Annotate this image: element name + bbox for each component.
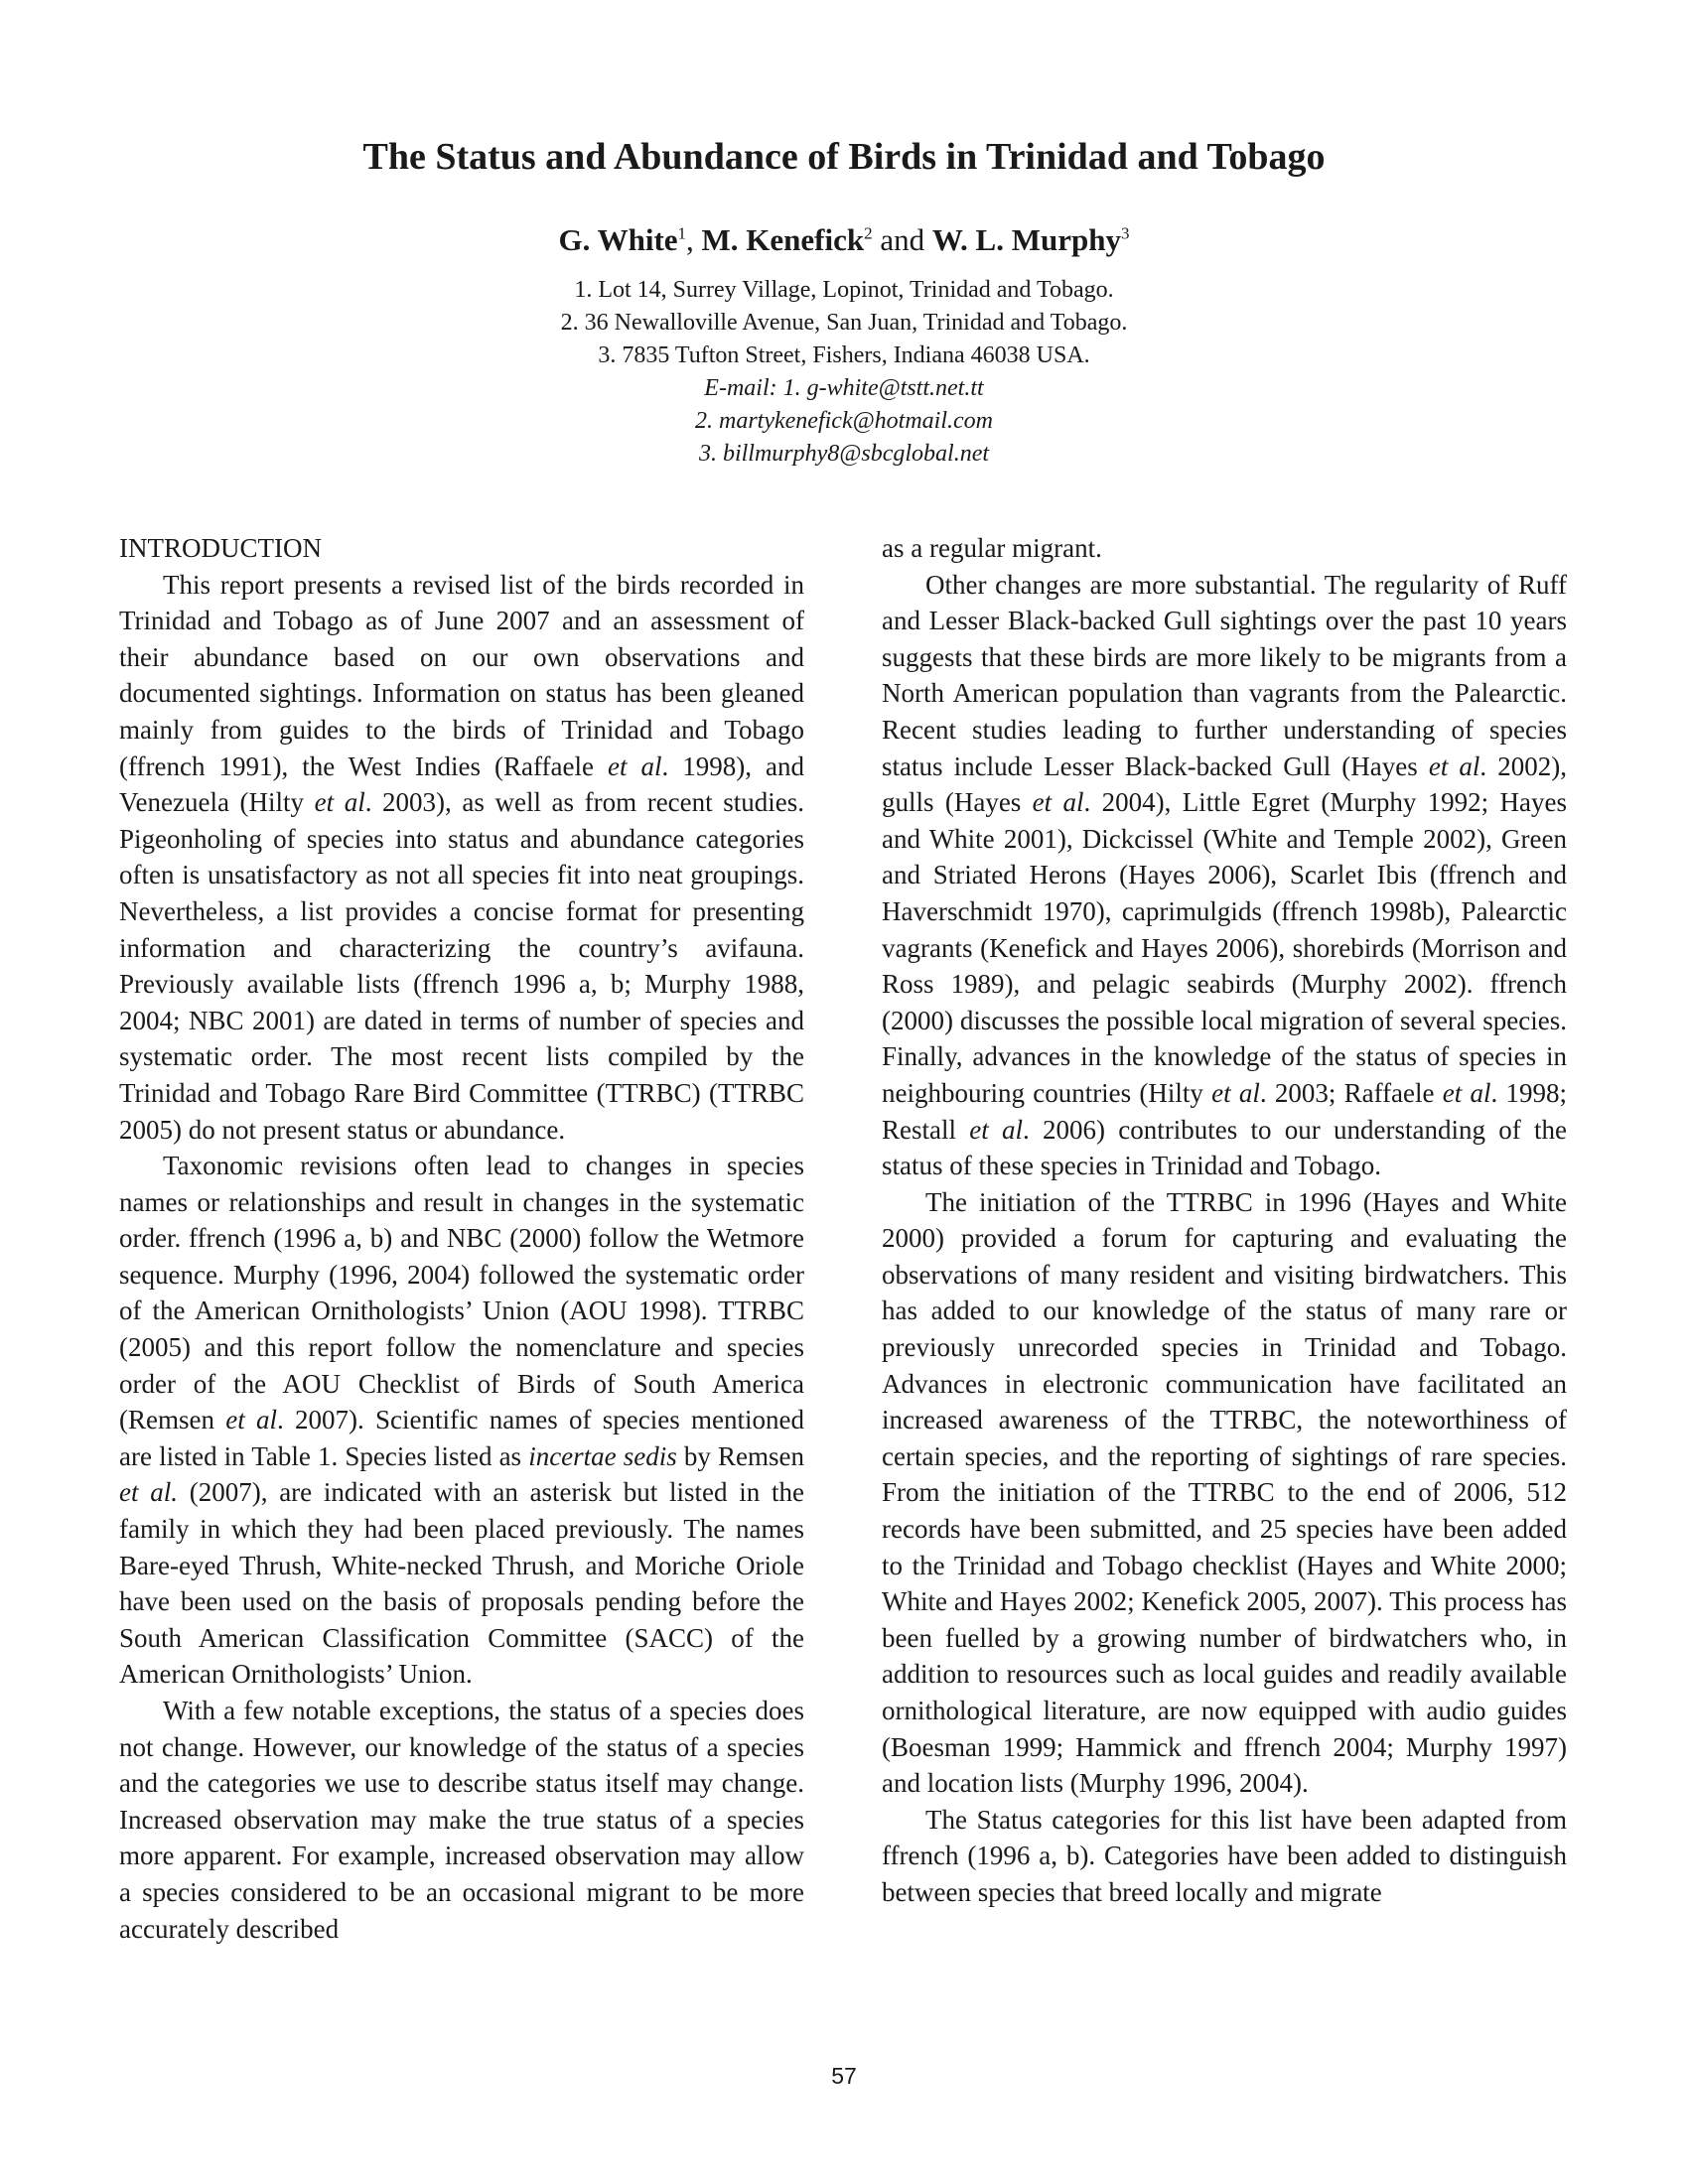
body-paragraph: Other changes are more substantial. The regularity of Ruff and Lesser Black-backed Gull sightings over the past 10 years suggests that these birds are more likely to be migrants from a North American population than vagrants from the Palearctic. Recent studies leading to further understanding of species status include Lesser Black-backed Gull (Hayes et al. 2002), gulls (Hayes et al. 2004), Little Egret (Murphy 1992; Hayes and White 2001), Dickcissel (White and Temple 2002), Green and Striated Herons (Hayes 2006), Scarlet Ibis (ffrench and Haverschmidt 1970), caprimulgids (ffrench 1998b), Palearctic vagrants (Kenefick and Hayes 2006), shorebirds (Morrison and Ross 1989), and pelagic seabirds (Murphy 2002). ffrench (2000) discusses the possible local migration of several species. Finally, advances in the knowledge of the status of species in neighbouring countries (Hilty et al. 2003; Raffaele et al. 1998; Restall et al. 2006) contributes to our understanding of the status of these species in Trinidad and Tobago.: [882, 569, 1567, 1181]
right-column: [882, 530, 1567, 1911]
author-affiliation-mark: 2: [864, 223, 873, 243]
author-name: G. White: [558, 222, 678, 257]
affiliation-line: 1. Lot 14, Surrey Village, Lopinot, Trinidad and Tobago.: [574, 277, 1114, 303]
left-column: [119, 530, 804, 1947]
author-name: M. Kenefick: [701, 222, 865, 257]
body-paragraph: The initiation of the TTRBC in 1996 (Hayes and White 2000) provided a forum for capturing and evaluating the observations of many resident and visiting birdwatchers. This has added to our knowledge of the status of many rare or previously unrecorded species in Trinidad and Tobago. Advances in electronic communication have facilitated an increased awareness of the TTRBC, the noteworthiness of certain species, and the reporting of sightings of rare species. From the initiation of the TTRBC to the end of 2006, 512 records have been submitted, and 25 species have been added to the Trinidad and Tobago checklist (Hayes and White 2000; White and Hayes 2002; Kenefick 2005, 2007). This process has been fuelled by a growing number of birdwatchers who, in addition to resources such as local guides and readily available ornithological literature, are now equipped with audio guides (Boesman 1999; Hammick and ffrench 2004; Murphy 1997) and location lists (Murphy 1996, 2004).: [882, 1186, 1567, 1799]
affiliation-block: [0, 274, 1688, 471]
author-affiliation-mark: 3: [1120, 223, 1130, 243]
body-paragraph: With a few notable exceptions, the status of a species does not change. However, our knowledge of the status of a species and the categories we use to describe status itself may change. Increased observation may make the true status of a species more apparent. For example, increased observation may allow a species considered to be an occasional migrant to be more accurately described: [119, 1696, 804, 1944]
body-paragraph: The Status categories for this list have been adapted from ffrench (1996 a, b). Categories have been added to distinguish between species that breed locally and migrate: [882, 1804, 1567, 1907]
email-line: 2. martykenefick@hotmail.com: [695, 408, 993, 434]
section-heading: INTRODUCTION: [119, 533, 322, 563]
article-title: The Status and Abundance of Birds in Trinidad and Tobago: [362, 136, 1326, 178]
affiliation-line: 3. 7835 Tufton Street, Fishers, Indiana 46038 USA.: [598, 342, 1090, 368]
body-paragraph: Taxonomic revisions often lead to changes in species names or relationships and result in changes in the systematic order. ffrench (1996 a, b) and NBC (2000) follow the Wetmore sequence. Murphy (1996, 2004) followed the systematic order of the American Ornithologists’ Union (AOU 1998). TTRBC (2005) and this report follow the nomenclature and species order of the AOU Checklist of Birds of South America (Remsen et al. 2007). Scientific names of species mentioned are listed in Table 1. Species listed as incertae sedis by Remsen et al. (2007), are indicated with an asterisk but listed in the family in which they had been placed previously. The names Bare-eyed Thrush, White-necked Thrush, and Moriche Oriole have been used on the basis of proposals pending before the South American Classification Committee (SACC) of the American Ornithologists’ Union.: [119, 1151, 804, 1690]
email-line: E-mail: 1. g-white@tstt.net.tt: [704, 375, 984, 401]
author-name: W. L. Murphy: [931, 222, 1121, 257]
author-line: [0, 222, 1688, 258]
author-separator: ,: [686, 222, 702, 257]
author-affiliation-mark: 1: [677, 223, 687, 243]
page-number: 57: [831, 2063, 857, 2089]
email-line: 3. billmurphy8@sbcglobal.net: [698, 441, 990, 467]
body-paragraph-continued: as a regular migrant.: [882, 533, 1102, 563]
affiliation-line: 2. 36 Newalloville Avenue, San Juan, Trinidad and Tobago.: [560, 310, 1128, 336]
author-separator: and: [872, 222, 932, 257]
body-paragraph: This report presents a revised list of the birds recorded in Trinidad and Tobago as of June 2007 and an assessment of their abundance based on our own observations and documented sightings. Information on status has been gleaned mainly from guides to the birds of Trinidad and Tobago (ffrench 1991), the West Indies (Raffaele et al. 1998), and Venezuela (Hilty et al. 2003), as well as from recent studies. Pigeonholing of species into status and abundance categories often is unsatisfactory as not all species fit into neat groupings. Nevertheless, a list provides a concise format for presenting information and characterizing the country’s avifauna. Previously available lists (ffrench 1996 a, b; Murphy 1988, 2004; NBC 2001) are dated in terms of number of species and systematic order. The most recent lists compiled by the Trinidad and Tobago Rare Bird Committee (TTRBC) (TTRBC 2005) do not present status or abundance.: [119, 569, 804, 1145]
